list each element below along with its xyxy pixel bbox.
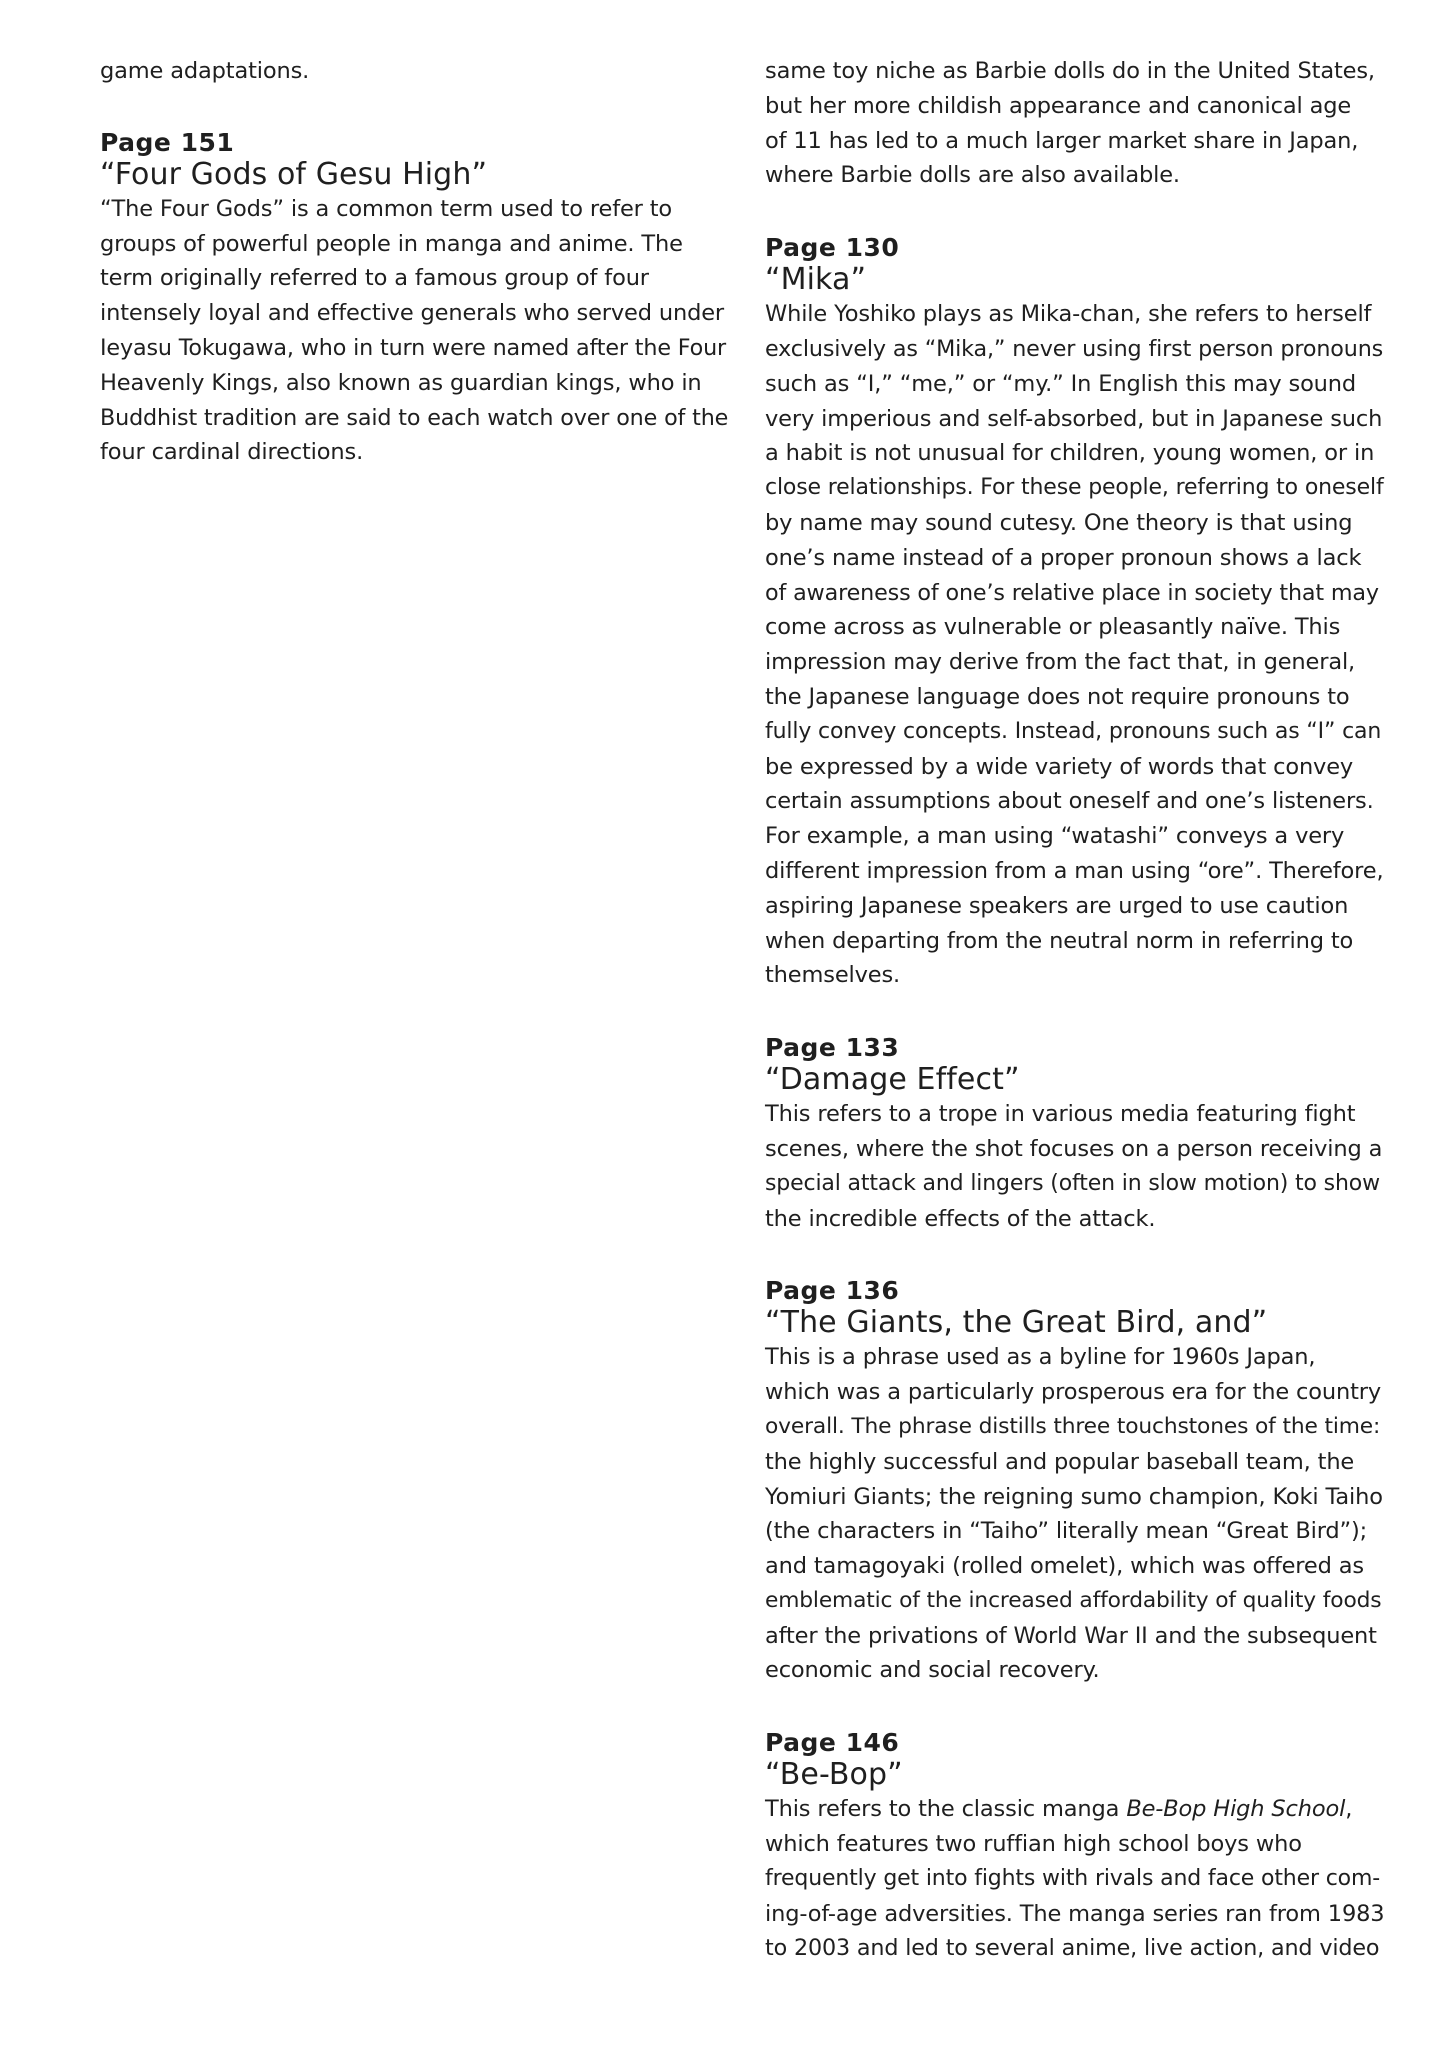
text-line: very imperious and self-absorbed, but in Japanese such: [765, 405, 1383, 432]
text-line: certain assumptions about oneself and one’s listeners.: [765, 788, 1374, 815]
text-line: the Japanese language does not require pronouns to: [765, 683, 1350, 710]
text-line: and tamagoyaki (rolled omelet), which was offered as: [765, 1553, 1364, 1580]
text-line: term originally referred to a famous group of four: [100, 265, 649, 292]
text-line: This refers to a trope in various media featuring fight: [765, 1101, 1356, 1128]
note-body: [765, 1340, 1385, 1688]
text-line: which features two ruffian high school boys who: [765, 1831, 1302, 1858]
note-title: “Mika”: [765, 262, 867, 298]
text-line: one’s name instead of a proper pronoun shows a lack: [765, 544, 1362, 571]
text-line: which was a particularly prosperous era for the country: [765, 1379, 1382, 1406]
text-line: the highly successful and popular baseball team, the: [765, 1448, 1355, 1475]
text-line: [765, 1792, 1385, 1827]
note-body: [100, 192, 730, 470]
text-line: While Yoshiko plays as Mika-chan, she refers to herself: [765, 301, 1372, 328]
text-line: where Barbie dolls are also available.: [765, 162, 1180, 189]
note-title: “Damage Effect”: [765, 1062, 1020, 1098]
text-line: groups of powerful people in manga and anime. The: [100, 230, 683, 257]
text-line: different impression from a man using “ore”. Therefore,: [765, 857, 1384, 884]
text-line: same toy niche as Barbie dolls do in the United States,: [765, 58, 1375, 84]
note-title: “Four Gods of Gesu High”: [100, 156, 488, 192]
note-section-page-136: [765, 1276, 1385, 1688]
text-line: when departing from the neutral norm in referring to: [765, 927, 1354, 954]
note-body: [765, 1097, 1385, 1236]
text-line: For example, a man using “watashi” conveys a very: [765, 823, 1345, 850]
text-line: be expressed by a wide variety of words that convey: [765, 753, 1354, 780]
note-section-page-146: [765, 1728, 1385, 1966]
text-line: a habit is not unusual for children, young women, or in: [765, 440, 1375, 467]
note-section-page-133: [765, 1033, 1385, 1236]
text-line: intensely loyal and effective generals who served under: [100, 300, 725, 327]
text-line: themselves.: [765, 962, 901, 989]
page-number: Page 151: [100, 127, 235, 157]
page-number: Page 136: [765, 1276, 900, 1306]
text-line: fully convey concepts. Instead, pronouns such as “I” can: [765, 718, 1382, 744]
text-line: impression may derive from the fact that, in general,: [765, 649, 1356, 676]
text-line: Ieyasu Tokugawa, who in turn were named after the Four: [100, 334, 727, 361]
text-line: come across as vulnerable or pleasantly naïve. This: [765, 614, 1341, 641]
page-number: Page 133: [765, 1033, 900, 1063]
text-line: the incredible effects of the attack.: [765, 1205, 1156, 1232]
text-line: This is a phrase used as a byline for 1960s Japan,: [765, 1344, 1316, 1371]
text-line: “The Four Gods” is a common term used to refer to: [100, 195, 673, 222]
text-line: of 11 has led to a much larger market share in Japan,: [765, 127, 1359, 154]
text-fragment: ,: [1345, 1796, 1353, 1823]
note-title: “Be-Bop”: [765, 1757, 903, 1793]
text-line: frequently get into fights with rivals and face other com-: [765, 1865, 1381, 1891]
text-line: Heavenly Kings, also known as guardian kings, who in: [100, 369, 702, 396]
note-section-page-130: [765, 233, 1385, 993]
page-number: Page 146: [765, 1728, 900, 1758]
text-line: economic and social recovery.: [765, 1657, 1100, 1684]
text-fragment: This refers to the classic manga: [765, 1796, 1127, 1823]
text-line: after the privations of World War II and the subsequent: [765, 1622, 1377, 1649]
text-line: exclusively as “Mika,” never using first person pronouns: [765, 335, 1384, 362]
text-line: emblematic of the increased affordability of quality foods: [765, 1587, 1382, 1613]
note-body: [765, 297, 1385, 993]
note-section-page-151: [100, 128, 730, 470]
text-line: ing-of-age adversities. The manga series ran from 1983: [765, 1900, 1385, 1927]
text-line: Buddhist tradition are said to each watch over one of the: [100, 404, 729, 431]
text-line: Yomiuri Giants; the reigning sumo champion, Koki Taiho: [765, 1483, 1383, 1510]
text-line: special attack and lingers (often in slow motion) to show: [765, 1170, 1380, 1196]
text-line: scenes, where the shot focuses on a person receiving a: [765, 1135, 1383, 1162]
text-line: close relationships. For these people, referring to oneself: [765, 475, 1384, 501]
text-line: four cardinal directions.: [100, 439, 364, 466]
text-line: (the characters in “Taiho” literally mean “Great Bird”);: [765, 1518, 1368, 1545]
text-line: but her more childish appearance and canonical age: [765, 92, 1352, 119]
right-column: [765, 54, 1385, 1966]
text-line: game adaptations.: [100, 58, 310, 84]
manga-title: Be-Bop High School: [1126, 1796, 1346, 1823]
text-line: to 2003 and led to several anime, live action, and video: [765, 1935, 1380, 1962]
text-line: such as “I,” “me,” or “my.” In English this may sound: [765, 370, 1357, 397]
continuation-text: [100, 54, 730, 89]
text-line: of awareness of one’s relative place in society that may: [765, 579, 1379, 606]
left-column: [100, 54, 730, 470]
text-line: by name may sound cutesy. One theory is that using: [765, 509, 1353, 536]
note-body: [765, 1792, 1385, 1966]
note-title: “The Giants, the Great Bird, and”: [765, 1305, 1268, 1341]
text-line: overall. The phrase distills three touchstones of the time:: [765, 1413, 1381, 1439]
text-line: aspiring Japanese speakers are urged to use caution: [765, 892, 1349, 919]
page-number: Page 130: [765, 233, 900, 263]
continuation-text: [765, 54, 1385, 193]
